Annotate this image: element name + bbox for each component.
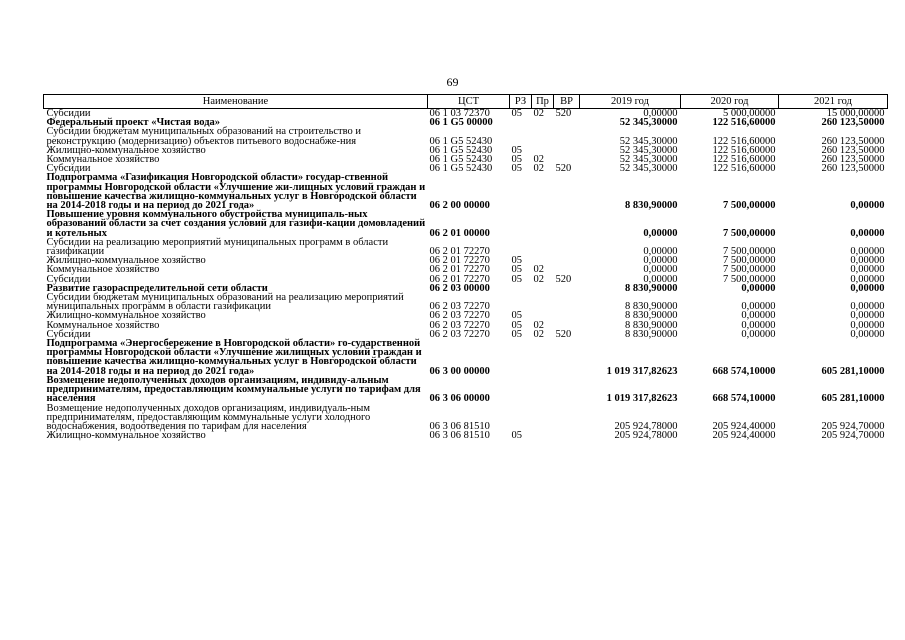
cell-2020: 7 500,00000 bbox=[723, 255, 776, 267]
cell-2020: 122 516,60000 bbox=[712, 144, 776, 156]
cell-pr bbox=[532, 293, 554, 311]
cell-pr: 02 bbox=[533, 163, 544, 175]
table-row bbox=[44, 127, 888, 145]
cell-2020: 122 516,60000 bbox=[712, 163, 776, 175]
cell-cst: 06 2 03 72270 bbox=[429, 319, 490, 331]
cell-name: Коммунальное хозяйство bbox=[46, 319, 160, 331]
cell-cst: 06 1 G5 52430 bbox=[429, 135, 493, 147]
cell-2020: 0,00000 bbox=[741, 310, 776, 322]
cell-pr bbox=[532, 127, 554, 145]
cell-rz: 05 bbox=[511, 264, 522, 276]
cell-name: Возмещение недополученных доходов организациям, индивиду-альным предпринимателям, предоставляющим коммунальные услуги по тарифам для населения bbox=[46, 374, 421, 405]
cell-name: Субсидии бюджетам муниципальных образований на реализацию мероприятий муниципальных программ в области газификации bbox=[46, 292, 404, 313]
cell-2019: 1 019 317,82623 bbox=[606, 393, 678, 405]
cell-name: Подпрограмма «Газификация Новгородской области» государ-ственной программы Новгородской области «Улучшение жи-лищных условий граждан и повышение качества жилищно-коммунальных услуг в Новгородской области на 2014-2018 годы и на период до 2021 года» bbox=[46, 172, 426, 212]
cell-rz: 05 bbox=[511, 163, 522, 175]
cell-2019: 8 830,90000 bbox=[625, 301, 678, 313]
cell-2019: 0,00000 bbox=[643, 273, 678, 285]
cell-vr bbox=[554, 284, 580, 293]
cell-name: Субсидии bbox=[46, 273, 91, 285]
cell-pr: 02 bbox=[533, 154, 544, 166]
cell-vr: 520 bbox=[555, 273, 572, 285]
cell-2019: 8 830,90000 bbox=[625, 282, 678, 294]
cell-2021: 260 123,50000 bbox=[821, 135, 885, 147]
table-row bbox=[44, 173, 888, 210]
cell-2019: 52 345,30000 bbox=[619, 117, 678, 129]
cell-2019: 205 924,78000 bbox=[614, 420, 678, 432]
cell-vr bbox=[554, 311, 580, 320]
cell-2020: 7 500,00000 bbox=[723, 273, 776, 285]
cell-cst: 06 2 03 72270 bbox=[429, 301, 490, 313]
cell-name: Жилищно-коммунальное хозяйство bbox=[46, 430, 206, 442]
cell-rz bbox=[510, 404, 532, 432]
cell-pr bbox=[532, 173, 554, 210]
cell-name: Федеральный проект «Чистая вода» bbox=[46, 117, 221, 129]
cell-2020: 668 574,10000 bbox=[712, 365, 776, 377]
cell-rz: 05 bbox=[511, 319, 522, 331]
cell-rz bbox=[510, 173, 532, 210]
cell-rz bbox=[510, 339, 532, 376]
cell-cst: 06 2 01 72270 bbox=[429, 246, 490, 258]
cell-pr bbox=[532, 284, 554, 293]
cell-rz: 05 bbox=[511, 154, 522, 166]
cell-vr: 520 bbox=[555, 108, 572, 119]
cell-2019: 8 830,90000 bbox=[625, 200, 678, 212]
cell-cst: 06 1 G5 52430 bbox=[429, 154, 493, 166]
cell-name: Возмещение недополученных доходов организациям, индивидуаль-ным предпринимателям, предоставляющим коммунальные услуги холодного водоснабжения, водоотведения по тарифам для населения bbox=[46, 402, 371, 432]
cell-2019: 8 830,90000 bbox=[625, 328, 678, 340]
cell-cst: 06 2 00 00000 bbox=[429, 200, 490, 212]
cell-cst: 06 2 01 00000 bbox=[429, 227, 490, 239]
cell-vr bbox=[554, 256, 580, 265]
cell-rz: 05 bbox=[511, 328, 522, 340]
cell-2020: 205 924,40000 bbox=[712, 430, 776, 442]
cell-name: Субсидии bbox=[46, 328, 91, 340]
cell-pr: 02 bbox=[533, 319, 544, 331]
cell-name: Развитие газораспределительной сети области bbox=[46, 282, 268, 294]
cell-2021: 205 924,70000 bbox=[821, 420, 885, 432]
table-row bbox=[44, 376, 888, 404]
header-cst: ЦСТ bbox=[428, 95, 510, 109]
cell-pr: 02 bbox=[533, 328, 544, 340]
cell-rz: 05 bbox=[511, 273, 522, 285]
budget-table bbox=[43, 94, 888, 440]
cell-pr bbox=[532, 339, 554, 376]
cell-2021: 205 924,70000 bbox=[821, 430, 885, 442]
cell-2020: 205 924,40000 bbox=[712, 420, 776, 432]
cell-rz bbox=[510, 118, 532, 127]
cell-rz: 05 bbox=[511, 255, 522, 267]
cell-2021: 0,00000 bbox=[850, 264, 885, 276]
cell-cst: 06 1 G5 52430 bbox=[429, 163, 493, 175]
cell-2019: 0,00000 bbox=[643, 227, 678, 239]
table-row bbox=[44, 210, 888, 238]
cell-name: Субсидии бюджетам муниципальных образований на строительство и реконструкцию (модернизацию) объектов питьевого водоснабже-ния bbox=[46, 126, 362, 147]
cell-rz: 05 bbox=[511, 144, 522, 156]
cell-vr bbox=[554, 339, 580, 376]
page-number: 69 bbox=[446, 75, 459, 89]
cell-2021: 0,00000 bbox=[850, 282, 885, 294]
cell-pr bbox=[532, 431, 554, 440]
header-2019: 2019 год bbox=[580, 95, 681, 109]
cell-pr: 02 bbox=[533, 273, 544, 285]
cell-name: Субсидии bbox=[46, 163, 91, 175]
cell-2021: 0,00000 bbox=[850, 255, 885, 267]
cell-name: Повышение уровня коммунального обустройства муниципаль-ных образований области за счет создания условий для газифи-кации домовладений и котельных bbox=[46, 209, 426, 239]
cell-cst: 06 1 03 72370 bbox=[429, 108, 490, 119]
cell-rz bbox=[510, 210, 532, 238]
cell-2019: 52 345,30000 bbox=[619, 154, 678, 166]
cell-rz: 05 bbox=[511, 430, 522, 442]
cell-cst: 06 2 01 72270 bbox=[429, 255, 490, 267]
cell-2021: 0,00000 bbox=[850, 200, 885, 212]
cell-pr bbox=[532, 118, 554, 127]
cell-rz bbox=[510, 127, 532, 145]
table-row bbox=[44, 293, 888, 311]
cell-rz bbox=[510, 376, 532, 404]
cell-cst: 06 3 06 81510 bbox=[429, 430, 490, 442]
cell-2019: 52 345,30000 bbox=[619, 144, 678, 156]
header-2021: 2021 год bbox=[779, 95, 888, 109]
cell-pr bbox=[532, 376, 554, 404]
cell-rz bbox=[510, 284, 532, 293]
cell-2021: 0,00000 bbox=[850, 301, 885, 313]
cell-vr bbox=[554, 127, 580, 145]
header-name: Наименование bbox=[44, 95, 428, 109]
cell-2019: 0,00000 bbox=[643, 246, 678, 258]
cell-name: Коммунальное хозяйство bbox=[46, 264, 160, 276]
cell-2021: 15 000,00000 bbox=[826, 108, 885, 119]
cell-2019: 0,00000 bbox=[643, 264, 678, 276]
cell-2020: 0,00000 bbox=[741, 282, 776, 294]
header-vr: ВР bbox=[554, 95, 580, 109]
cell-vr bbox=[554, 146, 580, 155]
cell-pr bbox=[532, 210, 554, 238]
cell-2019: 205 924,78000 bbox=[614, 430, 678, 442]
cell-2019: 52 345,30000 bbox=[619, 163, 678, 175]
cell-2020: 122 516,60000 bbox=[712, 154, 776, 166]
cell-vr bbox=[554, 431, 580, 440]
cell-rz bbox=[510, 238, 532, 256]
table-row bbox=[44, 238, 888, 256]
cell-vr bbox=[554, 118, 580, 127]
cell-2020: 0,00000 bbox=[741, 319, 776, 331]
cell-vr bbox=[554, 404, 580, 432]
cell-name: Субсидии bbox=[46, 108, 91, 119]
cell-cst: 06 2 03 72270 bbox=[429, 328, 490, 340]
cell-cst: 06 3 06 00000 bbox=[429, 393, 490, 405]
cell-2019: 1 019 317,82623 bbox=[606, 365, 678, 377]
cell-cst: 06 3 00 00000 bbox=[429, 365, 490, 377]
header-row bbox=[44, 95, 888, 109]
cell-2021: 260 123,50000 bbox=[821, 144, 885, 156]
cell-2021: 605 281,10000 bbox=[821, 393, 885, 405]
cell-cst: 06 2 01 72270 bbox=[429, 273, 490, 285]
table-body bbox=[44, 109, 888, 441]
cell-2021: 260 123,50000 bbox=[821, 154, 885, 166]
cell-2021: 0,00000 bbox=[850, 227, 885, 239]
cell-2021: 605 281,10000 bbox=[821, 365, 885, 377]
cell-2021: 0,00000 bbox=[850, 246, 885, 258]
cell-2020: 122 516,60000 bbox=[712, 135, 776, 147]
cell-cst: 06 2 03 00000 bbox=[429, 282, 490, 294]
header-2020: 2020 год bbox=[681, 95, 779, 109]
cell-2020: 0,00000 bbox=[741, 301, 776, 313]
cell-pr bbox=[532, 404, 554, 432]
cell-2021: 260 123,50000 bbox=[821, 117, 885, 129]
cell-2021: 0,00000 bbox=[850, 273, 885, 285]
cell-2020: 0,00000 bbox=[741, 328, 776, 340]
header-rz: РЗ bbox=[510, 95, 532, 109]
cell-cst: 06 1 G5 52430 bbox=[429, 144, 493, 156]
cell-vr bbox=[554, 173, 580, 210]
cell-name: Жилищно-коммунальное хозяйство bbox=[46, 310, 206, 322]
cell-2020: 668 574,10000 bbox=[712, 393, 776, 405]
cell-2021: 260 123,50000 bbox=[821, 163, 885, 175]
cell-2019: 0,00000 bbox=[643, 255, 678, 267]
table-row bbox=[44, 339, 888, 376]
cell-2021: 0,00000 bbox=[850, 328, 885, 340]
cell-2019: 0,00000 bbox=[643, 108, 678, 119]
cell-2020: 7 500,00000 bbox=[723, 264, 776, 276]
cell-2020: 5 000,00000 bbox=[723, 108, 776, 119]
cell-rz: 05 bbox=[511, 108, 522, 119]
cell-pr: 02 bbox=[533, 108, 544, 119]
cell-2020: 7 500,00000 bbox=[723, 246, 776, 258]
cell-name: Субсидии на реализацию мероприятий муниципальных программ в области газификации bbox=[46, 236, 389, 258]
cell-2020: 122 516,60000 bbox=[712, 117, 776, 129]
cell-cst: 06 2 03 72270 bbox=[429, 310, 490, 322]
cell-vr bbox=[554, 376, 580, 404]
cell-2019: 8 830,90000 bbox=[625, 310, 678, 322]
cell-rz bbox=[510, 293, 532, 311]
cell-vr: 520 bbox=[555, 163, 572, 175]
cell-pr: 02 bbox=[533, 264, 544, 276]
cell-2020: 7 500,00000 bbox=[723, 200, 776, 212]
cell-2021: 0,00000 bbox=[850, 310, 885, 322]
cell-cst: 06 1 G5 00000 bbox=[429, 117, 493, 129]
cell-pr bbox=[532, 238, 554, 256]
cell-vr bbox=[554, 293, 580, 311]
cell-2020: 7 500,00000 bbox=[723, 227, 776, 239]
cell-name: Коммунальное хозяйство bbox=[46, 154, 160, 166]
cell-name: Жилищно-коммунальное хозяйство bbox=[46, 144, 206, 156]
cell-vr bbox=[554, 238, 580, 256]
cell-vr bbox=[554, 210, 580, 238]
cell-2019: 52 345,30000 bbox=[619, 135, 678, 147]
cell-2019: 8 830,90000 bbox=[625, 319, 678, 331]
cell-vr: 520 bbox=[555, 328, 572, 340]
table-row bbox=[44, 404, 888, 432]
cell-name: Жилищно-коммунальное хозяйство bbox=[46, 255, 206, 267]
cell-cst: 06 2 01 72270 bbox=[429, 264, 490, 276]
cell-rz: 05 bbox=[511, 310, 522, 322]
cell-cst: 06 3 06 81510 bbox=[429, 420, 490, 432]
table-row bbox=[44, 431, 888, 440]
cell-2021: 0,00000 bbox=[850, 319, 885, 331]
cell-name: Подпрограмма «Энергосбережение в Новгородской области» го-сударственной программы Новгородской области «Улучшение жилищных условий граждан и повышение качества жилищно-коммунальных услуг в Новгородской области на 2014-2018 годы и на период до 2021 года» bbox=[46, 338, 422, 377]
header-pr: Пр bbox=[532, 95, 554, 109]
